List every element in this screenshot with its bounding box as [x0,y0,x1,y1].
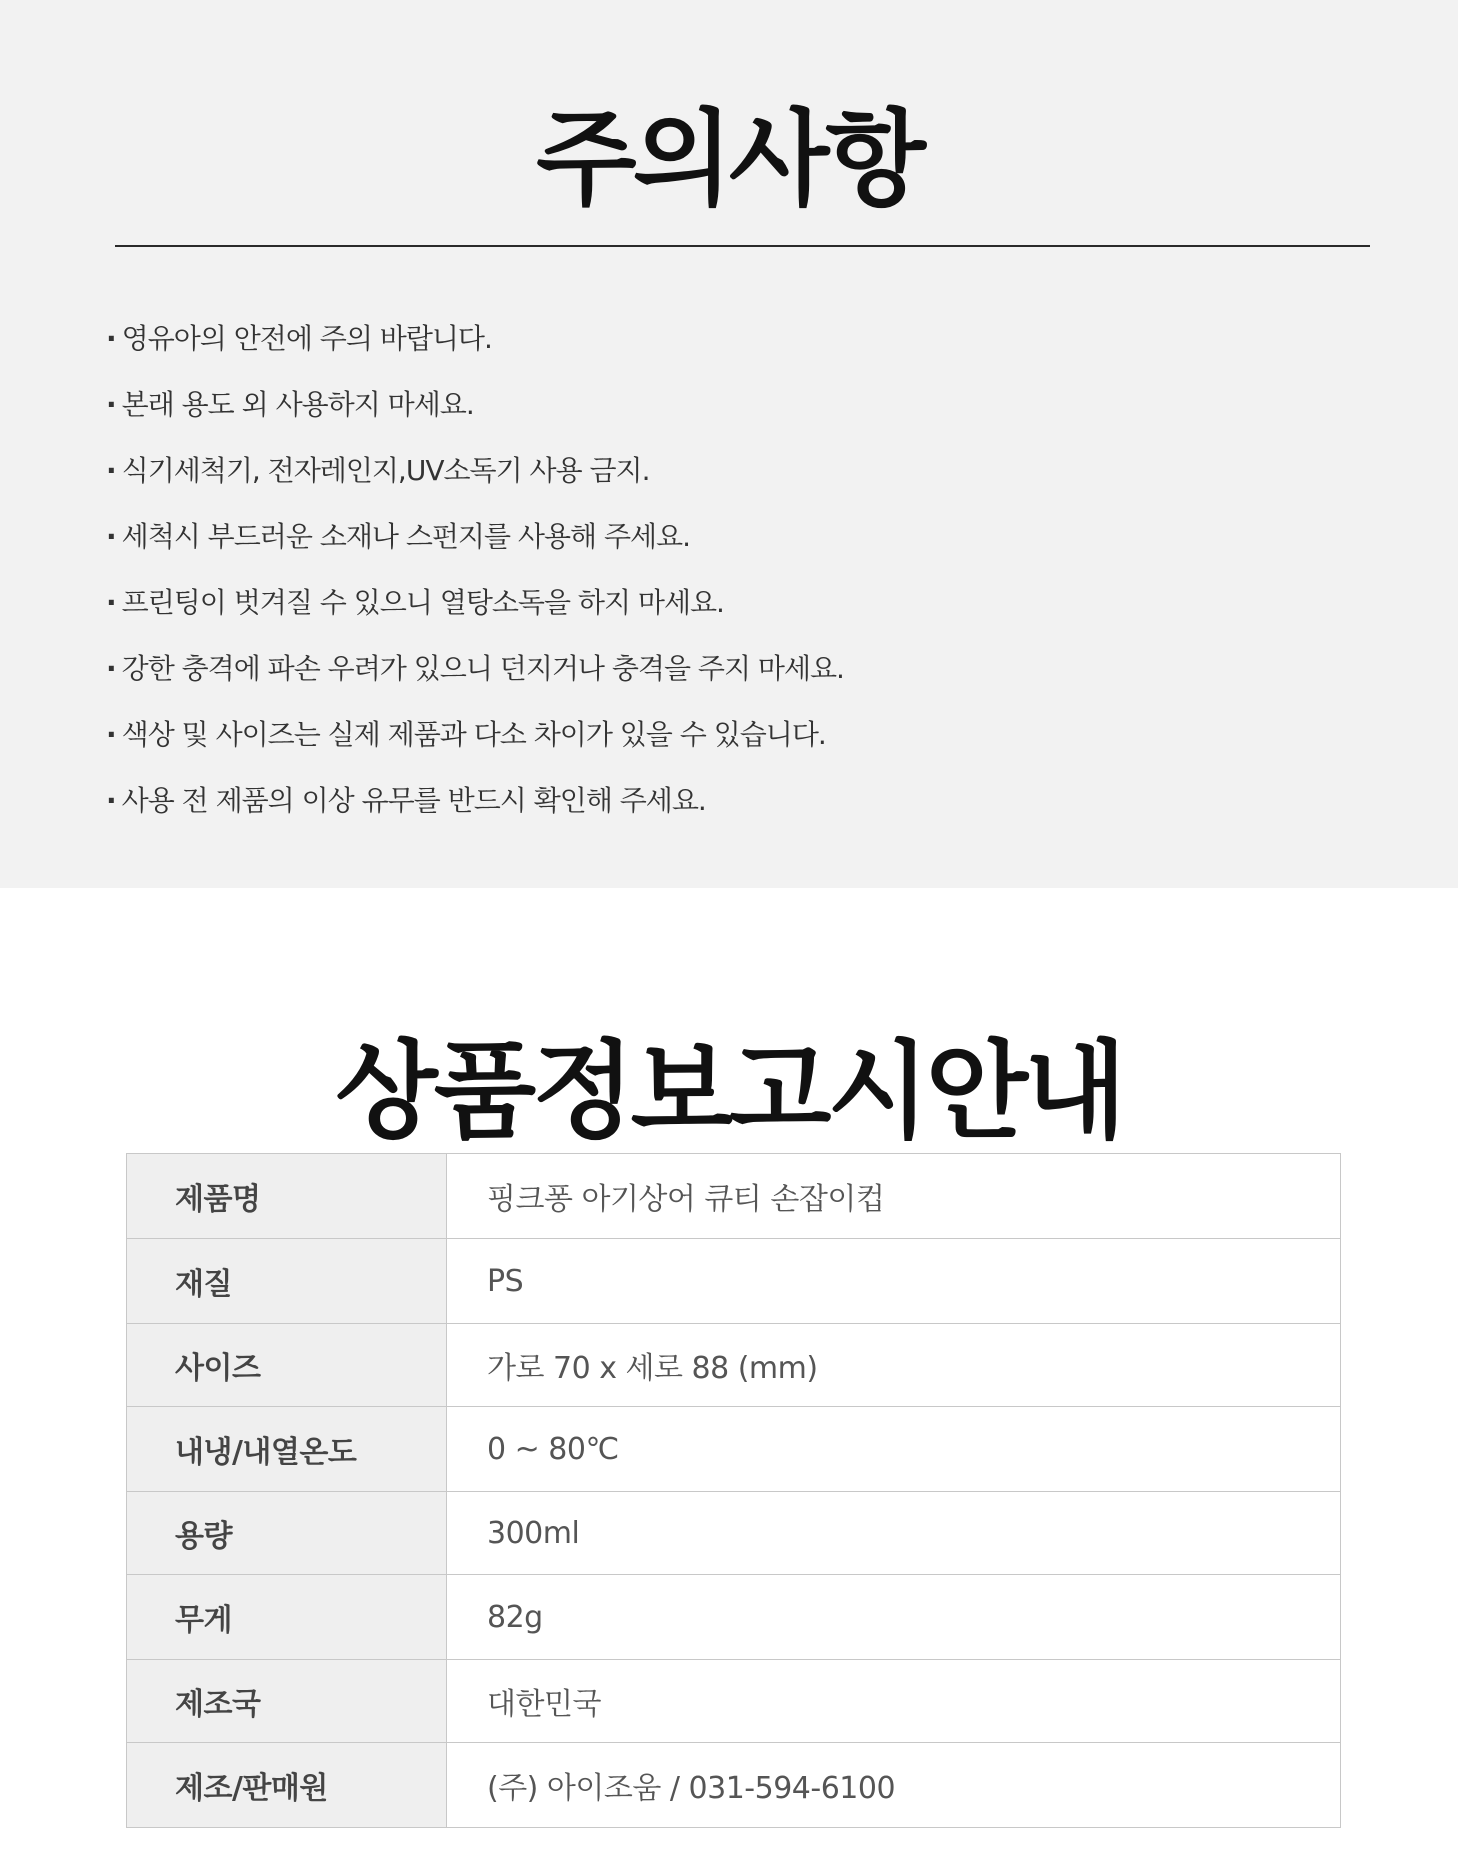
bullet-dot: · [106,652,116,685]
bullet-dot: · [106,586,116,619]
bullet-dot: · [106,322,116,355]
row-value: PS [447,1239,1341,1324]
row-value: 82g [447,1575,1341,1660]
row-label: 용량 [127,1492,447,1575]
caution-item-text: 프린팅이 벗겨질 수 있으니 열탕소독을 하지 마세요. [121,586,724,619]
caution-item-text: 세척시 부드러운 소재나 스펀지를 사용해 주세요. [121,520,691,553]
caution-item [106,378,844,444]
row-label: 무게 [127,1575,447,1660]
row-label: 재질 [127,1239,447,1324]
table-row [127,1575,1341,1660]
row-label: 제조/판매원 [127,1743,447,1828]
caution-item-text: 사용 전 제품의 이상 유무를 반드시 확인해 주세요. [121,784,706,817]
row-value: 가로 70 x 세로 88 (mm) [447,1324,1341,1407]
table-row [127,1239,1341,1324]
table-row [127,1660,1341,1743]
table-row [127,1407,1341,1492]
caution-divider [115,245,1370,247]
caution-item [106,312,844,378]
caution-item-text: 강한 충격에 파손 우려가 있으니 던지거나 충격을 주지 마세요. [121,652,844,685]
bullet-dot: · [106,520,116,553]
caution-item-text: 영유아의 안전에 주의 바랍니다. [121,322,492,355]
row-value: 0 ~ 80℃ [447,1407,1341,1492]
row-value: 핑크퐁 아기상어 큐티 손잡이컵 [447,1154,1341,1239]
bullet-dot: · [106,784,116,817]
bullet-dot: · [106,388,116,421]
table-row [127,1324,1341,1407]
caution-item [106,510,844,576]
caution-title: 주의사항 [536,97,922,220]
caution-item [106,708,844,774]
row-value: (주) 아이조움 / 031-594-6100 [447,1743,1341,1828]
caution-item [106,774,844,840]
row-label: 제조국 [127,1660,447,1743]
product-info-title: 상품정보고시안내 [335,1030,1123,1154]
caution-item [106,642,844,708]
caution-item [106,576,844,642]
table-row [127,1154,1341,1239]
row-label: 제품명 [127,1154,447,1239]
bullet-dot: · [106,718,116,751]
row-value: 대한민국 [447,1660,1341,1743]
caution-item [106,444,844,510]
caution-section [0,0,1458,888]
bullet-dot: · [106,454,116,487]
caution-list [106,312,844,840]
row-value: 300ml [447,1492,1341,1575]
row-label: 사이즈 [127,1324,447,1407]
caution-item-text: 색상 및 사이즈는 실제 제품과 다소 차이가 있을 수 있습니다. [121,718,826,751]
caution-item-text: 본래 용도 외 사용하지 마세요. [121,388,474,421]
table-row [127,1743,1341,1828]
table-row [127,1492,1341,1575]
row-label: 내냉/내열온도 [127,1407,447,1492]
product-info-table [126,1153,1341,1828]
caution-item-text: 식기세척기, 전자레인지,UV소독기 사용 금지. [121,454,650,487]
